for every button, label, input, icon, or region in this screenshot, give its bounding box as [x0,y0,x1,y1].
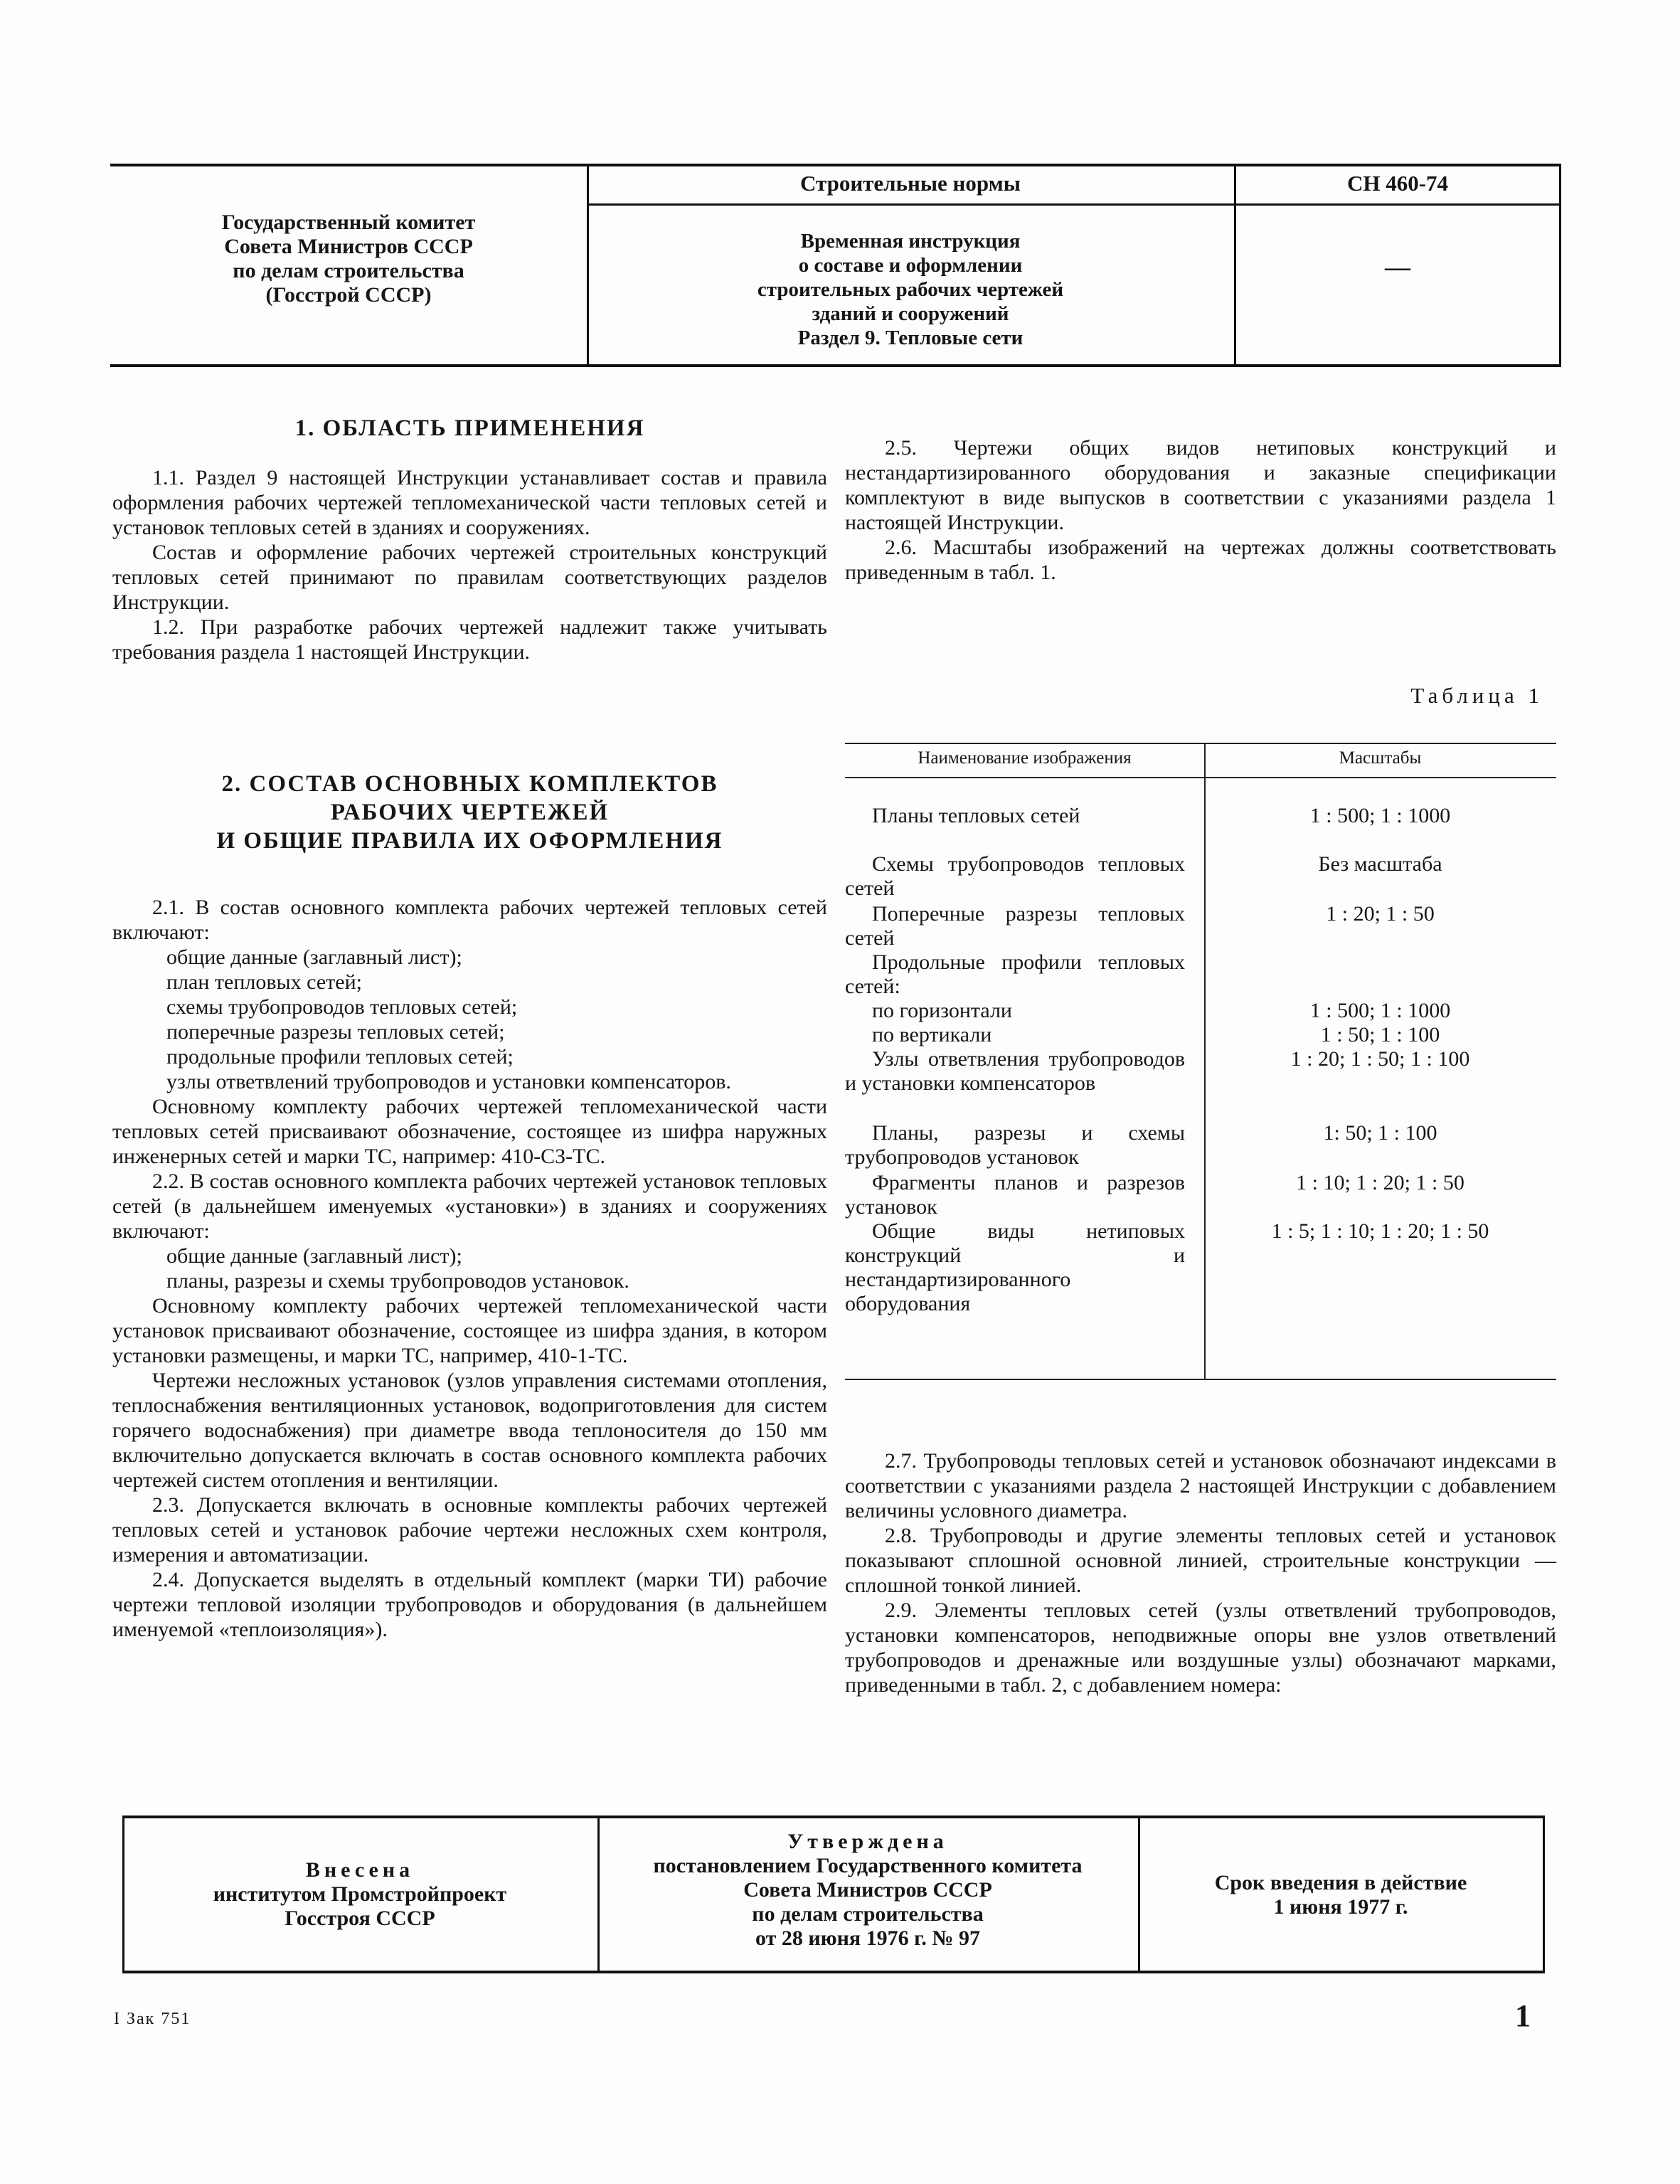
table-cell-name: Фрагменты планов и разрезов установок [845,1171,1185,1219]
table-cell-name: Схемы трубопроводов тепловых сетей [845,852,1185,900]
list-item: общие данные (заглавный лист); [166,1244,462,1268]
table-caption: Таблица 1 [1410,683,1543,708]
table-cell-name: по горизонтали [872,999,1012,1022]
page-number: 1 [1515,1998,1531,2033]
document-code: СН 460-74 [1346,171,1449,196]
section-heading: 1. ОБЛАСТЬ ПРИМЕНЕНИЯ [294,415,645,441]
scales-table [845,733,1556,1380]
paragraph: 2.2. В состав основного комплекта рабочих чертежей установок тепловых сетей (в дальнейшем именуемых «установки») в зданиях и сооружениях включают: [112,1170,827,1243]
issuing-agency: Государственный комитет Совета Министров СССР по делам строительства (Госстрой СССР) [221,211,476,307]
header-rule [587,203,1561,206]
list-item: узлы ответвлений трубопроводов и установки компенсаторов. [166,1070,731,1093]
table-cell-scale: 1: 50; 1 : 100 [1323,1121,1437,1145]
paragraph: 1.2. При разработке рабочих чертежей надлежит также учитывать требования раздела 1 настоящей Инструкции. [112,615,827,664]
list-item: планы, разрезы и схемы трубопроводов установок. [166,1269,629,1293]
paragraph: 2.5. Чертежи общих видов нетиповых конструкций и нестандартизированного оборудования и заказные спецификации комплектуют в виде выпусков в соответствии с указаниями раздела 1 настоящей Инструкции. [845,436,1556,534]
paragraph: Основному комплекту рабочих чертежей тепломеханической части установок присваивают обозначение, состоящее из шифра здания, в котором установки размещены, и марки ТС, например, 410-1-ТС. [112,1294,827,1367]
table-cell-scale: 1 : 10; 1 : 20; 1 : 50 [1296,1171,1464,1194]
paragraph: 2.4. Допускается выделять в отдельный комплект (марки ТИ) рабочие чертежи тепловой изоляции трубопроводов и оборудования (в дальнейшем именуемой «теплоизоляция»). [112,1568,827,1641]
table-cell-scale: 1 : 20; 1 : 50 [1326,902,1435,926]
print-order-marker: I Зак 751 [114,2010,191,2028]
approved-by: Утверждена постановлением Государственного комитета Совета Министров СССР по делам строительства от 28 июня 1976 г. № 97 [653,1830,1083,1950]
list-item: план тепловых сетей; [166,970,362,994]
list-item: поперечные разрезы тепловых сетей; [166,1020,505,1044]
section2-body-right-top [845,435,1556,585]
paragraph: Состав и оформление рабочих чертежей строительных конструкций тепловых сетей принимают по правилам соответствующих разделов Инструкции. [112,541,827,614]
table-rule [845,1379,1556,1380]
table-cell-name: Узлы ответвления трубопроводов и установки компенсаторов [845,1047,1185,1095]
table-cell-name: Планы, разрезы и схемы трубопроводов установок [845,1121,1185,1169]
table-header-name: Наименование изображения [918,748,1132,768]
paragraph: 1.1. Раздел 9 настоящей Инструкции устанавливает состав и правила оформления рабочих чертежей тепломеханической части тепловых сетей и установок тепловых сетей в зданиях и сооружениях. [112,466,827,539]
empty-cell-dash: — [1385,253,1410,281]
section2-body-left [112,895,827,1642]
table-cell-name: Продольные профили тепловых сетей: [845,950,1185,998]
table-cell-scale: 1 : 50; 1 : 100 [1320,1023,1440,1046]
effective-date: Срок введения в действие 1 июня 1977 г. [1214,1871,1467,1919]
norms-label: Строительные нормы [800,171,1021,196]
paragraph: 2.3. Допускается включать в основные комплекты рабочих чертежей тепловых сетей и установок рабочие чертежи несложных схем контроля, измерения и автоматизации. [112,1493,827,1567]
section-heading: 2. СОСТАВ ОСНОВНЫХ КОМПЛЕКТОВ РАБОЧИХ ЧЕРТЕЖЕЙ И ОБЩИЕ ПРАВИЛА ИХ ОФОРМЛЕНИЯ [216,771,723,854]
list-item: продольные профили тепловых сетей; [166,1045,514,1069]
submitted-by: Внесена институтом Промстройпроект Госстроя СССР [213,1858,507,1930]
paragraph: 2.6. Масштабы изображений на чертежах должны соответствовать приведенным в табл. 1. [845,536,1556,584]
paragraph: 2.1. В состав основного комплекта рабочих чертежей тепловых сетей включают: [112,896,827,944]
table-header-scale: Масштабы [1339,748,1422,768]
table-rule [845,743,1556,744]
paragraph: Чертежи несложных установок (узлов управления системами отопления, теплоснабжения вентиляционных установок, водоприготовления для систем горячего водоснабжения) при диаметре ввода теплоносителя до 150 мм включительно допускается включать в состав основного комплекта рабочих чертежей систем отопления и вентиляции. [112,1369,827,1492]
table-rule [845,777,1556,778]
paragraph: 2.8. Трубопроводы и другие элементы тепловых сетей и установок показывают сплошной основной линией, строительные конструкции — сплошной тонкой линией. [845,1524,1556,1597]
header-frame [110,164,1561,367]
table-cell-scale: Без масштаба [1318,852,1442,876]
table-cell-scale: 1 : 5; 1 : 10; 1 : 20; 1 : 50 [1271,1219,1489,1243]
table-cell-name: Поперечные разрезы тепловых сетей [845,902,1185,950]
paragraph: 2.7. Трубопроводы тепловых сетей и установок обозначают индексами в соответствии с указаниями раздела 2 настоящей Инструкции с добавлением величины условного диаметра. [845,1449,1556,1522]
table-cell-name: Планы тепловых сетей [872,804,1080,827]
paragraph: Основному комплекту рабочих чертежей тепломеханической части тепловых сетей присваивают обозначение, состоящее из шифра наружных инженерных сетей и марки ТС, например: 410-СЗ-ТС. [112,1095,827,1168]
approval-frame [122,1815,1545,1973]
table-cell-scale: 1 : 500; 1 : 1000 [1309,999,1451,1022]
document-title: Временная инструкция о составе и оформлении строительных рабочих чертежей зданий и сооружений Раздел 9. Тепловые сети [757,230,1064,349]
table-cell-scale: 1 : 500; 1 : 1000 [1309,804,1451,827]
table-cell-scale: 1 : 20; 1 : 50; 1 : 100 [1290,1047,1470,1071]
section2-body-right-bottom [845,1448,1556,1697]
section1-body [112,465,827,664]
table-cell-name: по вертикали [872,1023,992,1046]
list-item: общие данные (заглавный лист); [166,945,462,969]
list-item: схемы трубопроводов тепловых сетей; [166,995,518,1019]
paragraph: 2.9. Элементы тепловых сетей (узлы ответвлений трубопроводов, установки компенсаторов, неподвижные опоры вне узлов ответвлений трубопроводов и дренажные или воздушные узлы) обозначают марками, приведенными в табл. 2, с добавлением номера: [845,1599,1556,1697]
table-cell-name: Общие виды нетиповых конструкций и нестандартизированного оборудования [845,1219,1185,1315]
